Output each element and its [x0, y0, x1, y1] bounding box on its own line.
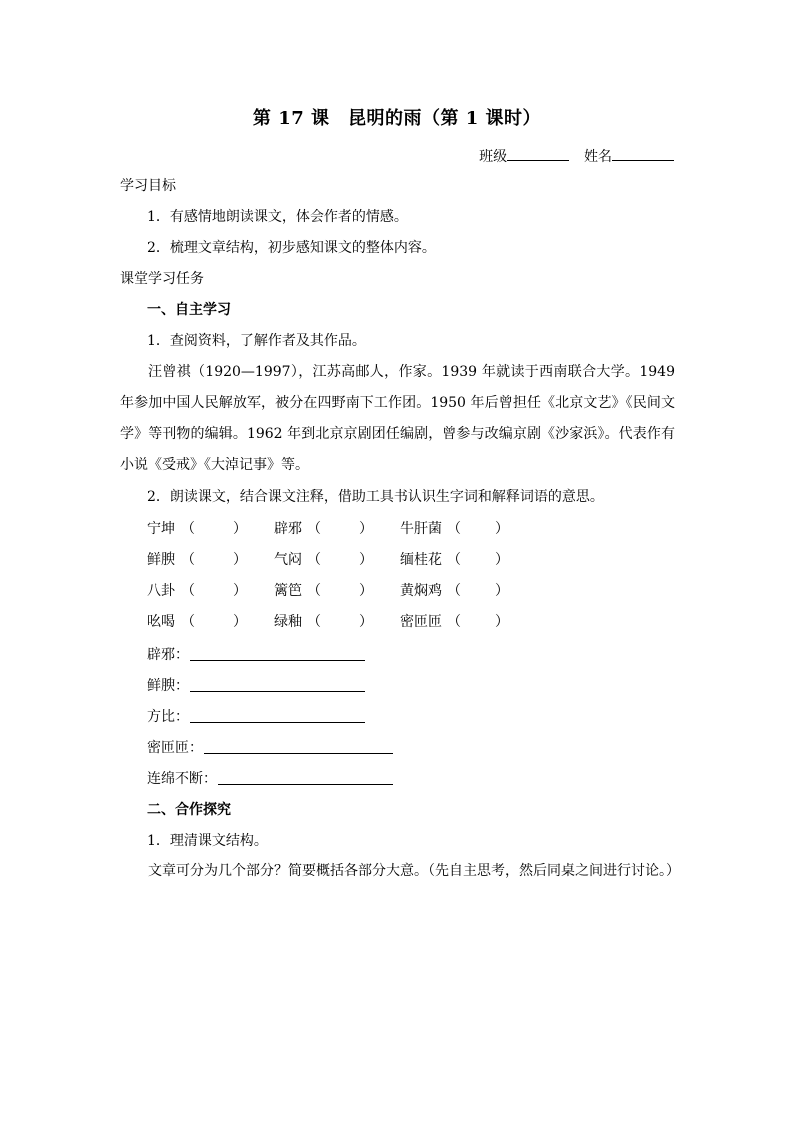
- vocab-blank[interactable]: （: [181, 552, 195, 568]
- name-label: 姓名: [584, 149, 612, 165]
- vocab-blank[interactable]: （: [447, 552, 461, 568]
- goal-item-1: 1．有感情地朗读课文，体会作者的情感。: [147, 209, 408, 225]
- vocab-word: 篱笆: [274, 583, 302, 599]
- vocab-word: 密匝匝: [400, 614, 442, 630]
- vocab-word: 宁坤: [147, 521, 175, 537]
- page-title: 第 17 课 昆明的雨（第 1 课时）: [252, 108, 542, 129]
- define-answer-line[interactable]: [190, 691, 365, 692]
- define-label: 辟邪：: [147, 647, 189, 663]
- define-label: 方比：: [147, 709, 189, 725]
- vocab-blank[interactable]: （: [447, 583, 461, 599]
- vocab-word: 八卦: [147, 583, 175, 599]
- section2-question-1: 1．理清课文结构。: [147, 833, 268, 849]
- section1-heading: 一、自主学习: [147, 302, 231, 318]
- define-answer-line[interactable]: [218, 784, 393, 785]
- class-name-line: [479, 146, 674, 166]
- vocab-word: 缅桂花: [400, 552, 442, 568]
- vocab-word: 绿釉: [274, 614, 302, 630]
- author-bio: 汪曾祺（1920—1997），江苏高邮人，作家。1939 年就读于西南联合大学。1949 年参加中国人民解放军，被分在四野南下工作团。1950 年后曾担任《北京文艺》《民间文学》等刊物的编辑。1962 年到北京京剧团任编剧，曾参与改编京剧《沙家浜》。代表作有小说《受戒》《大淖记事》等。: [120, 364, 675, 473]
- section2-heading: 二、合作探究: [147, 802, 231, 818]
- section1-question-2: 2．朗读课文，结合课文注释，借助工具书认识生字词和解释词语的意思。: [147, 489, 604, 505]
- vocab-word: 辟邪: [274, 521, 302, 537]
- name-blank[interactable]: [612, 146, 674, 161]
- vocab-blank[interactable]: （: [307, 583, 321, 599]
- vocab-blank[interactable]: （: [447, 614, 461, 630]
- define-label: 鲜腴：: [147, 678, 189, 694]
- section2-prompt: 文章可分为几个部分？简要概括各部分大意。（先自主思考，然后同桌之间进行讨论。）: [148, 863, 680, 879]
- vocab-word: 吆喝: [147, 614, 175, 630]
- vocab-word: 气闷: [274, 552, 302, 568]
- vocab-blank[interactable]: （: [307, 614, 321, 630]
- vocab-blank[interactable]: （: [447, 521, 461, 537]
- vocab-blank[interactable]: （: [181, 614, 195, 630]
- define-answer-line[interactable]: [204, 753, 393, 754]
- vocab-blank[interactable]: （: [181, 521, 195, 537]
- define-label: 连绵不断：: [147, 771, 217, 787]
- define-answer-line[interactable]: [190, 660, 365, 661]
- vocab-word: 鲜腴: [147, 552, 175, 568]
- tasks-heading: 课堂学习任务: [120, 271, 204, 287]
- vocab-blank[interactable]: （: [307, 521, 321, 537]
- vocab-blank[interactable]: （: [181, 583, 195, 599]
- define-answer-line[interactable]: [190, 722, 365, 723]
- goals-heading: 学习目标: [120, 178, 176, 194]
- goal-item-2: 2．梳理文章结构，初步感知课文的整体内容。: [147, 240, 436, 256]
- worksheet-page: 第 17 课 昆明的雨（第 1 课时） 班级 姓名 学习目标 1．有感情地朗读课文，体会作者的情感。 2．梳理文章结构，初步感知课文的整体内容。 课堂学习任务 一、自主学习 1．查阅资料，了解作者及其作品。 汪曾祺（1920—1997），江苏高邮人，作家。1939 年就读于西南联合大学。1949 年参加中国人民解放军，被分在四野南下工作团。1950 年后曾担任《北京文艺》《民间文学》等刊物的编辑。1962 年到北京京剧团任编剧，曾参与改编京剧《沙家浜》。代表作有小说《受戒》《大淖记事》等。 2．朗读课文，结合课文注释，借助工具书认识生字词和解释词语的意思。 宁坤 （ ） 辟邪 （ ） 牛肝菌 （ ） 鲜腴 （ ） 气闷 （ ） 缅桂花 （ ） 八卦 （ ） 篱笆 （ ） 黄焖鸡 （ ） 吆喝 （ ） 绿釉 （ ） 密匝匝 （ ） 辟邪： 鲜腴： 方比： 密匝匝： 连绵不断： 二、合作探究 1．理清课文结构。 文章可分为几个部分？简要概括各部分大意。（先自主思考，然后同桌之间进行讨论。）: [0, 0, 794, 1123]
- define-label: 密匝匝：: [147, 740, 203, 756]
- vocab-word: 牛肝菌: [400, 521, 442, 537]
- vocab-blank[interactable]: （: [307, 552, 321, 568]
- section1-question-1: 1．查阅资料，了解作者及其作品。: [147, 333, 366, 349]
- class-label: 班级: [479, 149, 508, 165]
- class-blank[interactable]: [507, 146, 569, 161]
- vocab-word: 黄焖鸡: [400, 583, 442, 599]
